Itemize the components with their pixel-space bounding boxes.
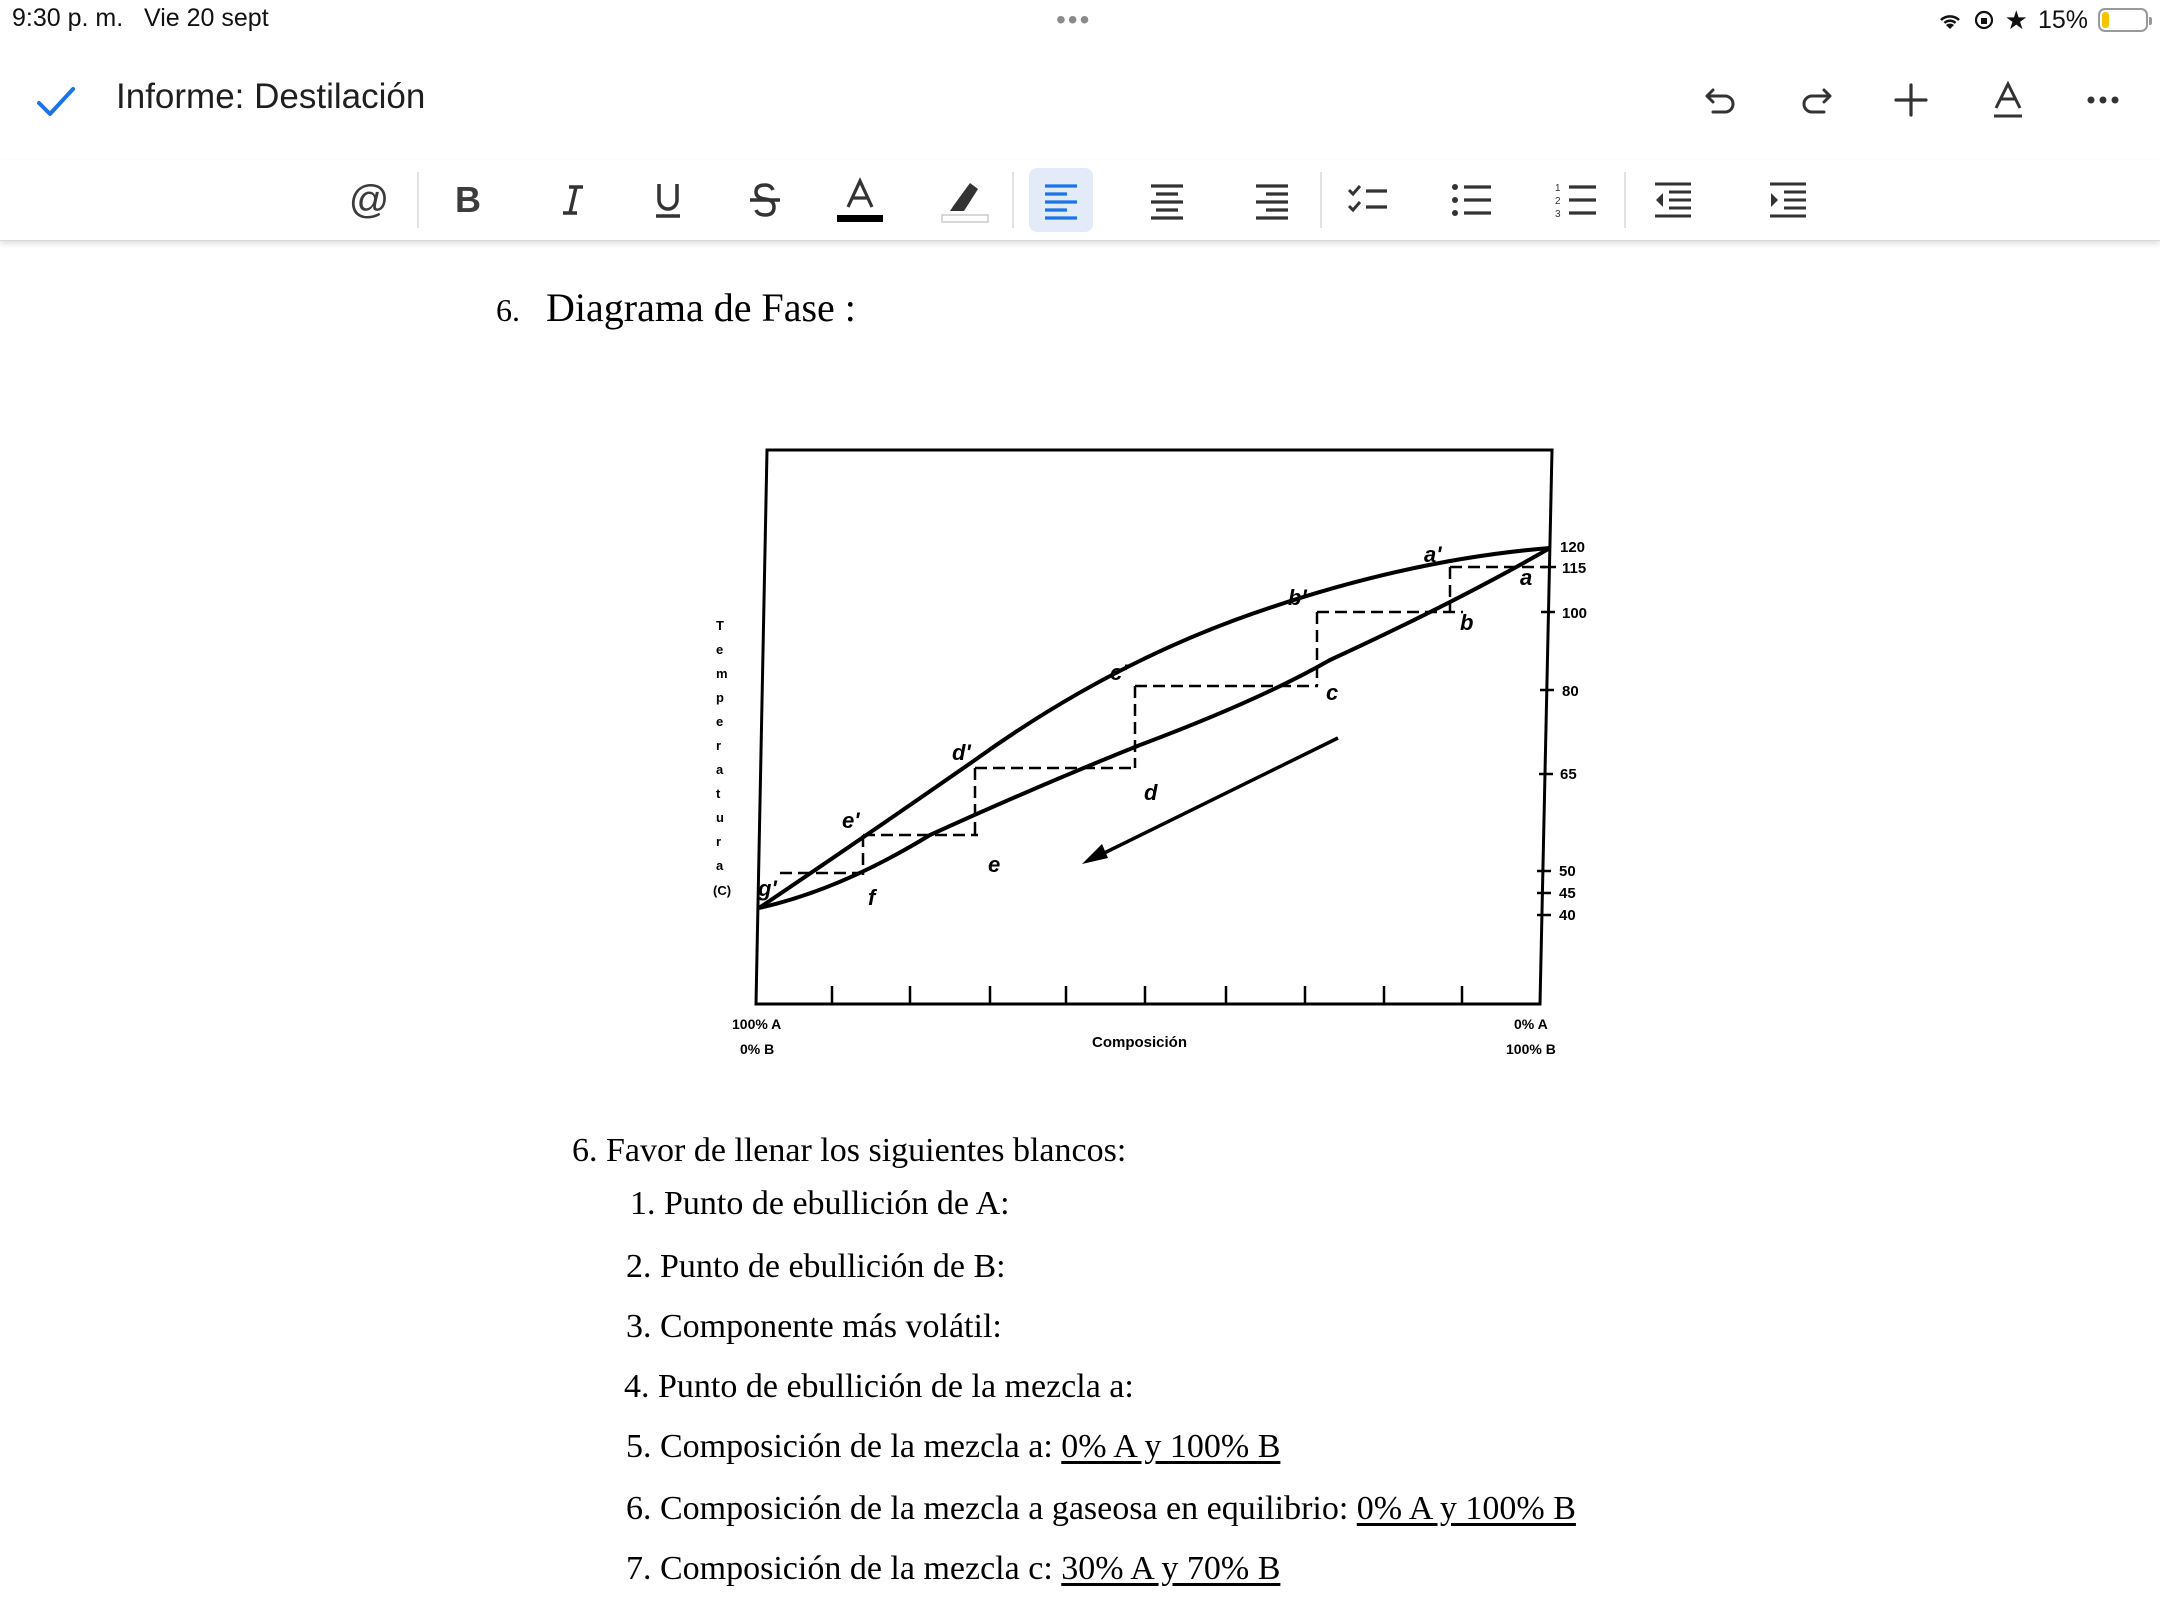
strikethrough-icon[interactable] [733,168,797,232]
list-item[interactable] [626,1428,1280,1466]
status-right [1937,4,2148,36]
point-label: b [1460,610,1474,635]
numbered-list-icon[interactable] [1545,168,1609,232]
insert-plus-icon[interactable] [1886,75,1936,125]
point-label: a [1520,565,1533,590]
point-label: g' [758,876,777,901]
status-time-date: 9:30 p. m. Vie 20 sept [12,4,269,32]
text-color-icon[interactable] [828,168,892,232]
phase-diagram-figure [700,430,1600,1070]
align-center-icon[interactable] [1135,168,1199,232]
document-title[interactable]: Informe: Destilación [116,77,426,116]
y-tick-label: 50 [1559,863,1576,880]
list-item[interactable] [626,1490,1576,1528]
svg-text:3: 3 [1555,209,1561,220]
align-left-icon[interactable] [1029,168,1093,232]
y-tick-label: 115 [1562,560,1587,577]
y-axis-letter: e [716,642,724,657]
answer-text: 0% A y 100% B [1356,1490,1576,1527]
more-options-icon[interactable] [2078,75,2128,125]
arrow-head-icon [1082,844,1108,864]
y-axis-letter: e [716,714,724,729]
y-axis-letter: a [716,858,724,873]
bold-icon[interactable]: B [455,179,481,220]
list-item[interactable] [626,1550,1280,1588]
checkmark-icon[interactable] [34,79,78,123]
point-label: f [868,885,876,910]
section-heading: 6. Diagrama de Fase : [496,285,856,330]
y-axis-letter: t [716,786,721,801]
y-axis-unit: (C) [713,883,732,898]
question-text: 2. Punto de ebullición de B: [626,1248,1006,1285]
direction-arrow [1090,738,1338,860]
redo-icon[interactable] [1791,75,1841,125]
question-text: 3. Componente más volátil: [626,1308,1002,1345]
question-text: 6. Composición de la mezcla a gaseosa en equilibrio: [626,1490,1357,1527]
x-right-label-bottom: 100% B [1506,1041,1556,1057]
y-axis-letter: u [716,810,724,825]
point-label: d [1144,780,1158,805]
y-tick-labels [1559,539,1587,924]
battery-percent: 15% [2037,5,2088,34]
svg-text:1: 1 [1555,183,1561,194]
x-left-label-top: 100% A [732,1016,782,1032]
point-label: e' [842,808,860,833]
status-bar [0,0,2160,40]
y-axis-letter: r [716,738,722,753]
tie-lines [780,567,1546,875]
battery-icon [2098,8,2148,32]
x-right-label-top: 0% A [1514,1016,1548,1032]
x-axis-ticks [832,986,1462,1004]
y-tick-label: 65 [1560,766,1577,783]
underline-icon[interactable] [636,168,700,232]
toolbar-divider [1320,172,1322,228]
formatting-toolbar [0,160,2160,241]
y-axis-letter: r [716,834,722,849]
point-label: b' [1288,585,1307,610]
list-item[interactable] [630,1185,1010,1223]
point-label: d' [952,740,971,765]
point-label: c [1326,680,1339,705]
y-tick-label: 100 [1562,605,1588,622]
answer-text: 0% A y 100% B [1061,1428,1281,1465]
point-label: e [988,852,1001,877]
answer-text: 30% A y 70% B [1061,1550,1281,1587]
toolbar-divider [1012,172,1014,228]
wifi-icon [1937,9,1963,31]
mention-icon[interactable]: @ [348,177,390,222]
y-tick-label: 120 [1560,539,1586,556]
x-left-label-bottom: 0% B [740,1041,775,1057]
question-text: 7. Composición de la mezcla c: [626,1550,1062,1587]
orientation-lock-icon [1973,9,1995,31]
multitasking-dots-icon[interactable]: ••• [1056,4,1092,35]
y-axis-letter: p [716,690,724,705]
increase-indent-icon[interactable] [1756,168,1820,232]
y-axis-letter: m [716,666,728,681]
list-intro: 6. Favor de llenar los siguientes blancos: [572,1132,1127,1169]
decrease-indent-icon[interactable] [1641,168,1705,232]
question-text: 1. Punto de ebullición de A: [630,1185,1010,1222]
italic-icon[interactable] [541,168,605,232]
y-axis-letter: a [716,762,724,777]
question-text: 5. Composición de la mezcla a: [626,1428,1062,1465]
undo-icon[interactable] [1696,75,1746,125]
point-label: a' [1424,542,1442,567]
highlight-icon[interactable] [933,168,997,232]
list-item[interactable] [626,1248,1006,1286]
y-tick-label: 80 [1562,683,1579,700]
text-format-icon[interactable] [1983,75,2033,125]
toolbar-divider [417,172,419,228]
bulleted-list-icon[interactable] [1440,168,1504,232]
align-right-icon[interactable] [1240,168,1304,232]
point-labels [757,542,1532,910]
list-item[interactable] [626,1308,1002,1346]
x-axis-label: Composición [1092,1034,1188,1051]
checklist-icon[interactable] [1336,168,1400,232]
liquid-curve [759,548,1550,908]
list-item[interactable] [624,1368,1134,1406]
y-tick-label: 45 [1559,885,1576,902]
star-icon: ★ [2004,4,2028,35]
diagram-frame [756,450,1552,1004]
point-label: c' [1110,660,1128,685]
y-tick-label: 40 [1559,907,1576,924]
toolbar-divider [1624,172,1626,228]
y-axis-letter: T [716,618,724,633]
question-text: 4. Punto de ebullición de la mezcla a: [624,1368,1134,1405]
svg-text:2: 2 [1555,196,1561,207]
doc-header [0,55,2160,145]
vapor-curve [759,548,1550,908]
y-axis-label [716,618,728,873]
